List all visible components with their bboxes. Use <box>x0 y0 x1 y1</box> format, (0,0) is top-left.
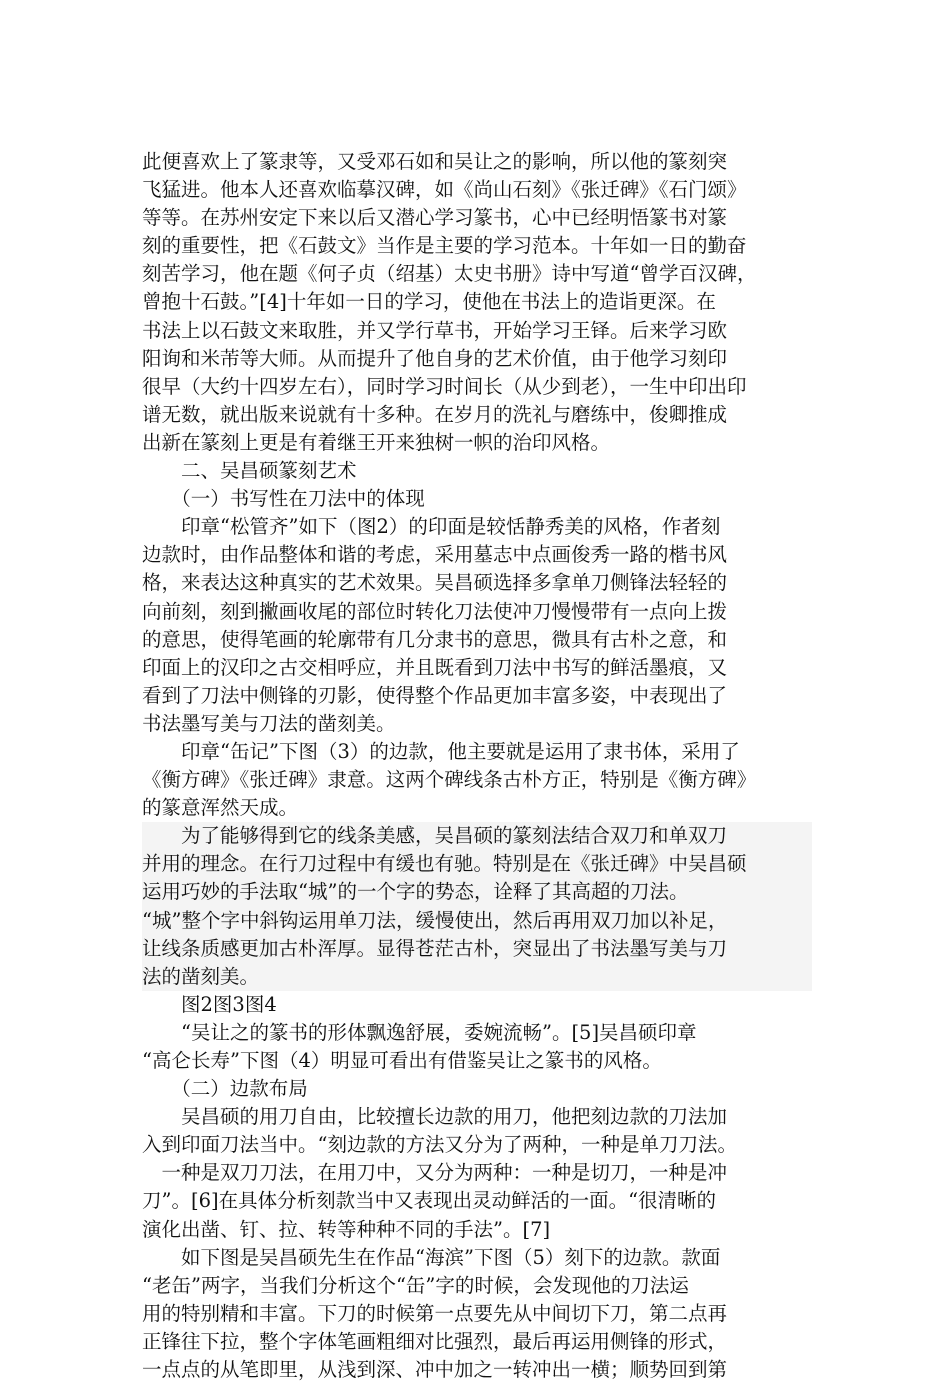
figure-caption: 图2图3图4 <box>142 992 277 1016</box>
text-line: 谱无数，就出版来说就有十多种。在岁月的洗礼与磨练中，俊卿推成 <box>142 402 728 426</box>
text-line: 向前刻，刻到撇画收尾的部位时转化刀法使冲刀慢慢带有一点向上拨 <box>142 599 728 623</box>
text-line: “吴让之的篆书的形体飘逸舒展，委婉流畅”。[5]吴昌硕印章 <box>142 1020 697 1044</box>
text-line: 的意思，使得笔画的轮廓带有几分隶书的意思，微具有古朴之意，和 <box>142 627 728 651</box>
text-line: 书法上以石鼓文来取胜，并又学行草书，开始学习王铎。后来学习欧 <box>142 318 728 342</box>
text-line: 印章“缶记”下图（3）的边款，他主要就是运用了隶书体，采用了 <box>142 739 740 763</box>
text-line: 飞猛进。他本人还喜欢临摹汉碑，如《尚山石刻》《张迁碑》《石门颂》 <box>142 178 747 202</box>
document-body <box>142 148 812 1384</box>
text-line: 为了能够得到它的线条美感，吴昌硕的篆刻法结合双刀和单双刀 <box>142 822 812 850</box>
text-line: 一种是双刀刀法，在用刀中，又分为两种：一种是切刀，一种是冲 <box>142 1161 728 1185</box>
text-line: 运用巧妙的手法取“城”的一个字的势态，诠释了其高超的刀法。 <box>142 878 812 906</box>
text-line: 看到了刀法中侧锋的刃影，使得整个作品更加丰富多姿，中表现出了 <box>142 683 728 707</box>
text-line: 印章“松管齐”如下（图2）的印面是较恬静秀美的风格，作者刻 <box>142 515 721 539</box>
text-line: “高仑长寿”下图（4）明显可看出有借鉴吴让之篆书的风格。 <box>142 1049 662 1072</box>
text-line: 格，来表达这种真实的艺术效果。吴昌硕选择多拿单刀侧锋法轻轻的 <box>142 571 728 595</box>
text-line: 书法墨写美与刀法的凿刻美。 <box>142 711 396 735</box>
text-line: 入到印面刀法当中。“刻边款的方法又分为了两种，一种是单刀刀法。 <box>142 1133 737 1157</box>
text-line: 用的特别精和丰富。下刀的时候第一点要先从中间切下刀，第二点再 <box>142 1301 728 1325</box>
subsection-heading: （二）边款布局 <box>142 1077 308 1101</box>
text-line: 《衡方碑》《张迁碑》隶意。这两个碑线条古朴方正，特别是《衡方碑》 <box>142 768 757 792</box>
text-line: 吴昌硕的用刀自由，比较擅长边款的用刀，他把刻边款的刀法加 <box>142 1105 728 1129</box>
text-line: 阳询和米芾等大师。从而提升了他自身的艺术价值，由于他学习刻印 <box>142 346 728 370</box>
text-line: 出新在篆刻上更是有着继王开来独树一帜的治印风格。 <box>142 430 611 454</box>
text-line: 并用的理念。在行刀过程中有缓也有驰。特别是在《张迁碑》中吴昌硕 <box>142 850 812 878</box>
text-line: 一点点的从笔即里，从浅到深、冲中加之一转冲出一横；顺势回到第 <box>142 1358 728 1382</box>
text-line: 印面上的汉印之古交相呼应，并且既看到刀法中书写的鲜活墨痕，又 <box>142 655 728 679</box>
text-line: 演化出凿、钉、拉、转等种种不同的手法”。[7] <box>142 1217 551 1241</box>
text-line: 等等。在苏州安定下来以后又潜心学习篆书，心中已经明悟篆书对篆 <box>142 206 728 230</box>
text-line: 刻的重要性，把《石鼓文》当作是主要的学习范本。十年如一日的勤奋 <box>142 234 747 258</box>
text-line: 边款时，由作品整体和谐的考虑，采用墓志中点画俊秀一路的楷书风 <box>142 543 728 567</box>
text-line: 法的凿刻美。 <box>142 963 812 991</box>
text-line: 刻苦学习，他在题《何子贞（绍基）太史书册》诗中写道“曾学百汉碑， <box>142 262 757 286</box>
text-line: 很早（大约十四岁左右），同时学习时间长（从少到老），一生中印出印 <box>142 374 747 398</box>
text-line: 曾抱十石鼓。”[4]十年如一日的学习，使他在书法上的造诣更深。在 <box>142 290 716 314</box>
section-heading: 二、吴昌硕篆刻艺术 <box>142 459 357 483</box>
text-line: 如下图是吴昌硕先生在作品“海滨”下图（5）刻下的边款。款面 <box>142 1245 721 1269</box>
text-line: 正锋往下拉，整个字体笔画粗细对比强烈，最后再运用侧锋的形式， <box>142 1329 728 1353</box>
text-line: 让线条质感更加古朴浑厚。显得苍茫古朴，突显出了书法墨写美与刀 <box>142 935 812 963</box>
text-line: 的篆意浑然天成。 <box>142 796 299 820</box>
subsection-heading: （一）书写性在刀法中的体现 <box>142 487 425 511</box>
text-line: “城”整个字中斜钩运用单刀法，缓慢使出，然后再用双刀加以补足， <box>142 907 812 935</box>
text-line: “老缶”两字，当我们分析这个“缶”字的时候，会发现他的刀法运 <box>142 1273 689 1297</box>
text-line: 此便喜欢上了篆隶等，又受邓石如和吴让之的影响，所以他的篆刻突 <box>142 150 728 173</box>
text-line: 刀”。[6]在具体分析刻款当中又表现出灵动鲜活的一面。“很清晰的 <box>142 1189 717 1213</box>
